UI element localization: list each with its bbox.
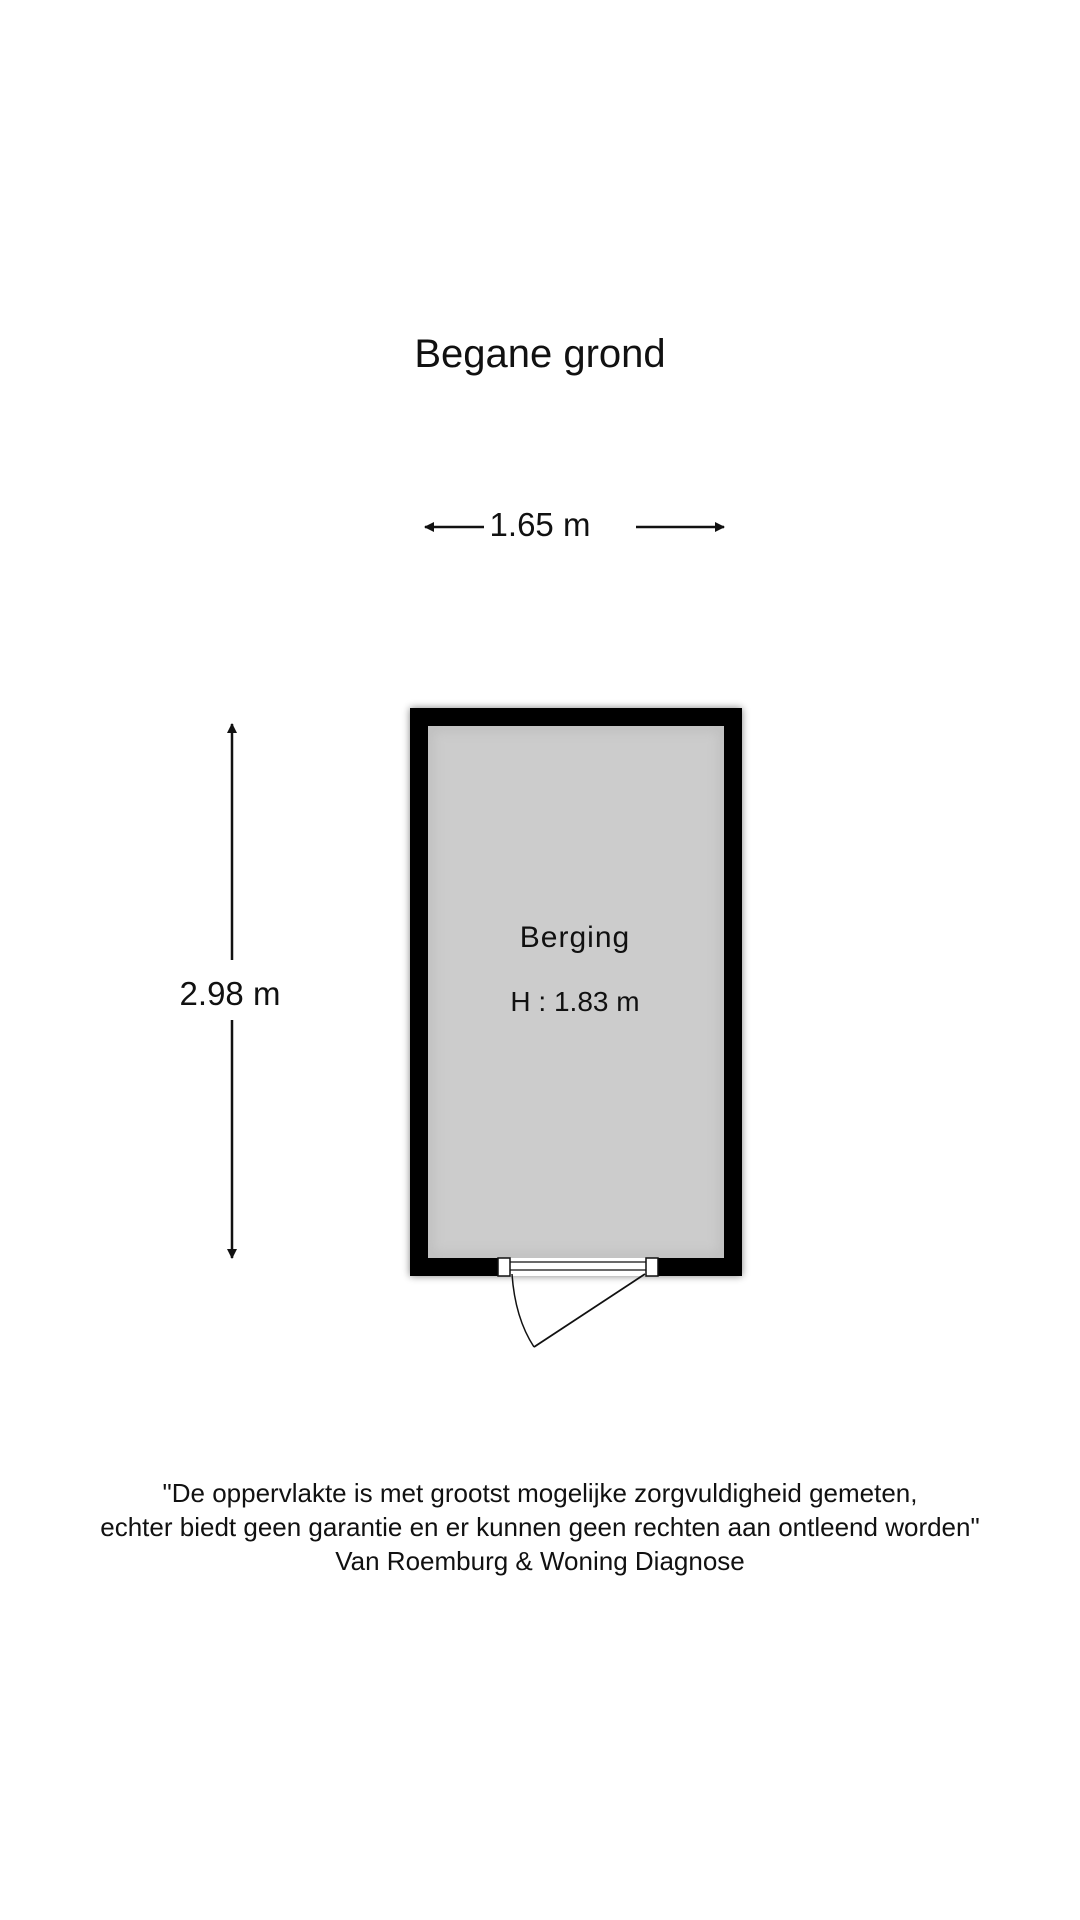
door-jamb-left: [498, 1258, 510, 1276]
door-leaf: [534, 1274, 645, 1347]
room-height: H : 1.83 m: [510, 986, 640, 1017]
door-swing-arc: [512, 1274, 534, 1347]
floor-title: Begane grond: [414, 332, 666, 376]
height-dimension-text: 2.98 m: [180, 968, 281, 1020]
width-dimension-text: 1.65 m: [484, 506, 597, 543]
disclaimer: [0, 1476, 1080, 1578]
disclaimer-line-1: "De oppervlakte is met grootst mogelijke zorgvuldigheid gemeten,: [162, 1478, 918, 1508]
width-dimension-label: [0, 505, 1080, 545]
door-jamb-right: [646, 1258, 658, 1276]
disclaimer-line-2: echter biedt geen garantie en er kunnen geen rechten aan ontleend worden": [100, 1512, 980, 1542]
door: [498, 1258, 658, 1347]
disclaimer-line-3: Van Roemburg & Woning Diagnose: [335, 1546, 745, 1576]
room-name: Berging: [519, 921, 631, 954]
height-dimension-label: [165, 968, 295, 1020]
door-opening: [498, 1258, 658, 1276]
